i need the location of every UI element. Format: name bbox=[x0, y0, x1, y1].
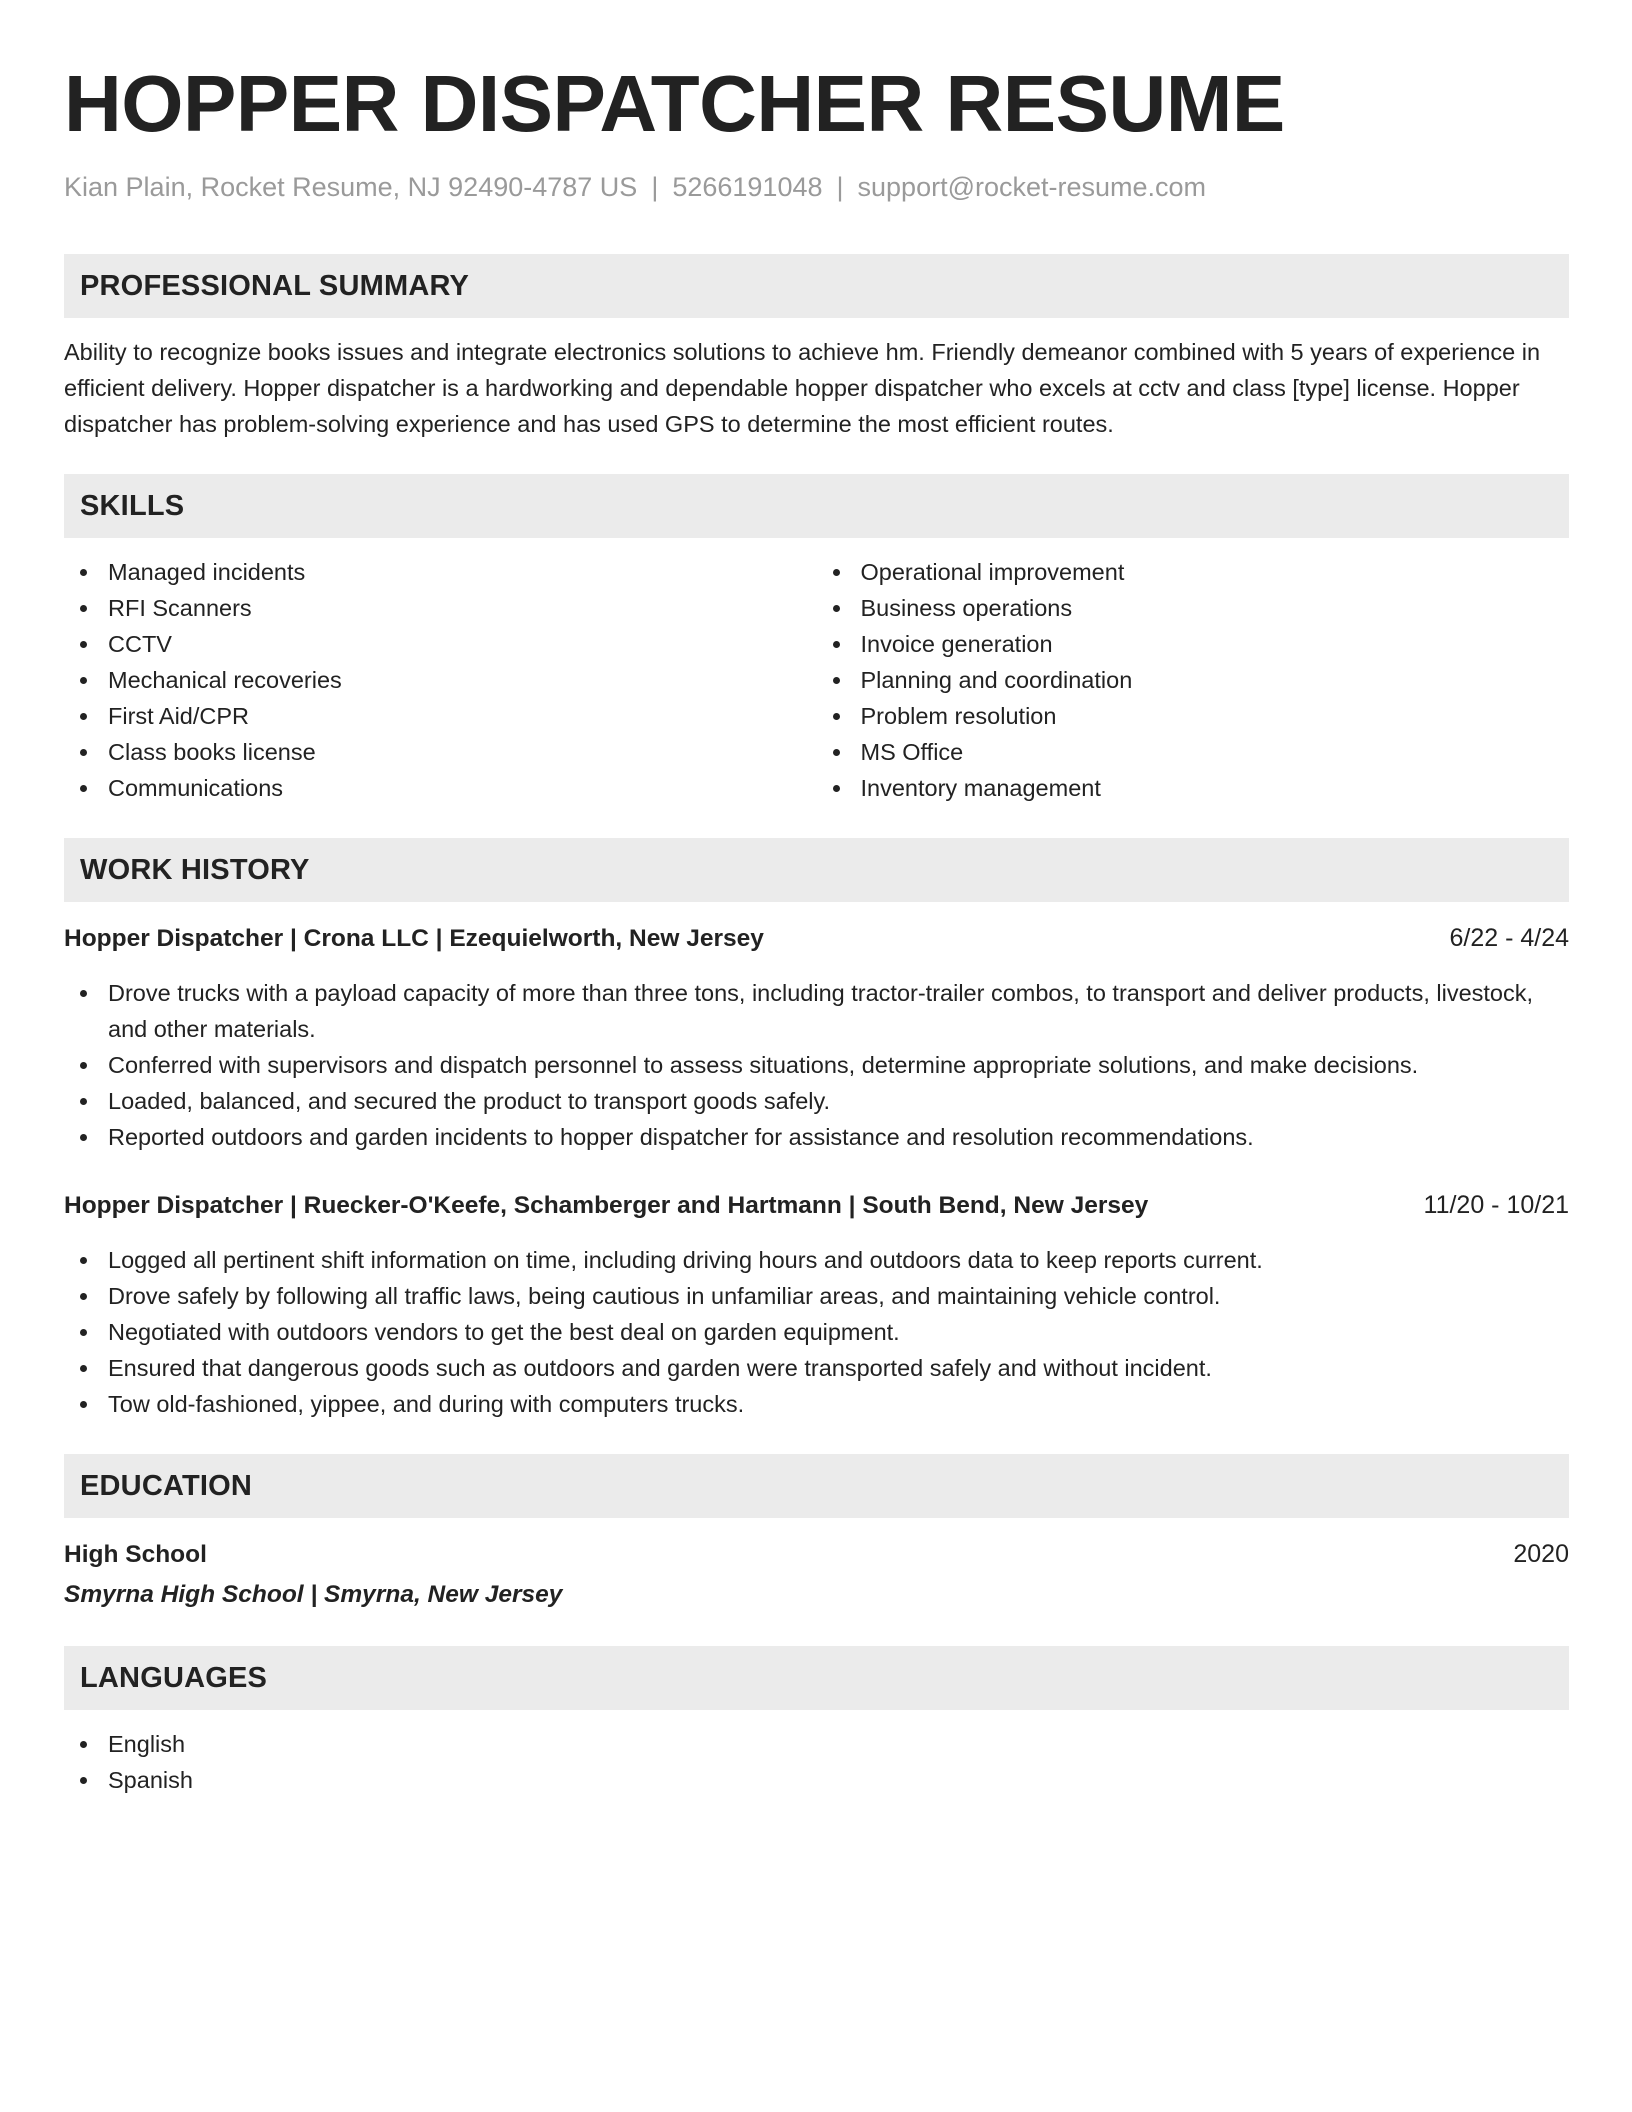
skill-item: Operational improvement bbox=[817, 554, 1570, 590]
summary-text: Ability to recognize books issues and integrate electronics solutions to achieve hm. Friendly demeanor combined with 5 years of experience in efficient delivery. Hopper dispatcher is a hardworking and dependable hopper dispatcher who excels at cctv and class [type] license. Hopper dispatcher has problem-solving experience and has used GPS to determine the most efficient routes. bbox=[64, 339, 1541, 437]
job-title: Hopper Dispatcher | Crona LLC | Ezequielworth, New Jersey bbox=[64, 925, 764, 952]
skill-item: Mechanical recoveries bbox=[64, 662, 817, 698]
job-bullet: Drove safely by following all traffic laws, being cautious in unfamiliar areas, and maintaining vehicle control. bbox=[64, 1278, 1569, 1314]
job-dates: 11/20 - 10/21 bbox=[1423, 1191, 1569, 1219]
contact-address: Kian Plain, Rocket Resume, NJ 92490-4787 US bbox=[64, 172, 638, 202]
skill-item: Class books license bbox=[64, 734, 817, 770]
job-bullets bbox=[64, 975, 1569, 1155]
languages-heading: LANGUAGES bbox=[64, 1646, 1569, 1710]
summary-heading: PROFESSIONAL SUMMARY bbox=[64, 254, 1569, 318]
job-header bbox=[64, 1187, 1569, 1224]
job-bullet: Negotiated with outdoors vendors to get the best deal on garden equipment. bbox=[64, 1314, 1569, 1350]
job-bullets bbox=[64, 1242, 1569, 1422]
languages-list bbox=[64, 1726, 1569, 1798]
education-header bbox=[64, 1536, 1569, 1573]
skill-item: Communications bbox=[64, 770, 817, 806]
contact-separator: | bbox=[836, 172, 844, 202]
education-school: Smyrna High School | Smyrna, New Jersey bbox=[64, 1581, 563, 1608]
education-year: 2020 bbox=[1513, 1540, 1569, 1568]
skills-column-right bbox=[817, 554, 1570, 806]
work-history-heading: WORK HISTORY bbox=[64, 838, 1569, 902]
language-item: English bbox=[64, 1726, 1569, 1762]
resume-title: HOPPER DISPATCHER RESUME bbox=[64, 59, 1285, 148]
skills-grid bbox=[64, 554, 1569, 806]
skill-item: First Aid/CPR bbox=[64, 698, 817, 734]
language-item: Spanish bbox=[64, 1762, 1569, 1798]
education-degree: High School bbox=[64, 1541, 207, 1568]
job-entry bbox=[64, 920, 1569, 1155]
skill-item: MS Office bbox=[817, 734, 1570, 770]
skills-column-left bbox=[64, 554, 817, 806]
job-title: Hopper Dispatcher | Ruecker-O'Keefe, Schamberger and Hartmann | South Bend, New Jersey bbox=[64, 1192, 1149, 1219]
job-bullet: Logged all pertinent shift information on time, including driving hours and outdoors data to keep reports current. bbox=[64, 1242, 1569, 1278]
skill-item: Business operations bbox=[817, 590, 1570, 626]
skill-item: RFI Scanners bbox=[64, 590, 817, 626]
job-bullet: Tow old-fashioned, yippee, and during with computers trucks. bbox=[64, 1386, 1569, 1422]
job-entry bbox=[64, 1187, 1569, 1422]
job-bullet: Reported outdoors and garden incidents to hopper dispatcher for assistance and resolution recommendations. bbox=[64, 1119, 1569, 1155]
job-dates: 6/22 - 4/24 bbox=[1449, 924, 1569, 952]
job-bullet: Drove trucks with a payload capacity of more than three tons, including tractor-trailer combos, to transport and deliver products, livestock, and other materials. bbox=[64, 975, 1569, 1047]
skill-item: Invoice generation bbox=[817, 626, 1570, 662]
job-bullet: Loaded, balanced, and secured the product to transport goods safely. bbox=[64, 1083, 1569, 1119]
skill-item: Inventory management bbox=[817, 770, 1570, 806]
contact-line bbox=[64, 170, 1569, 204]
skill-item: Managed incidents bbox=[64, 554, 817, 590]
skill-item: CCTV bbox=[64, 626, 817, 662]
job-header bbox=[64, 920, 1569, 957]
skill-item: Problem resolution bbox=[817, 698, 1570, 734]
contact-separator: | bbox=[651, 172, 659, 202]
job-bullet: Conferred with supervisors and dispatch personnel to assess situations, determine appropriate solutions, and make decisions. bbox=[64, 1047, 1569, 1083]
contact-phone: 5266191048 bbox=[672, 172, 823, 202]
job-bullet: Ensured that dangerous goods such as outdoors and garden were transported safely and without incident. bbox=[64, 1350, 1569, 1386]
contact-email[interactable]: support@rocket-resume.com bbox=[857, 172, 1207, 202]
skills-heading: SKILLS bbox=[64, 474, 1569, 538]
education-heading: EDUCATION bbox=[64, 1454, 1569, 1518]
skill-item: Planning and coordination bbox=[817, 662, 1570, 698]
